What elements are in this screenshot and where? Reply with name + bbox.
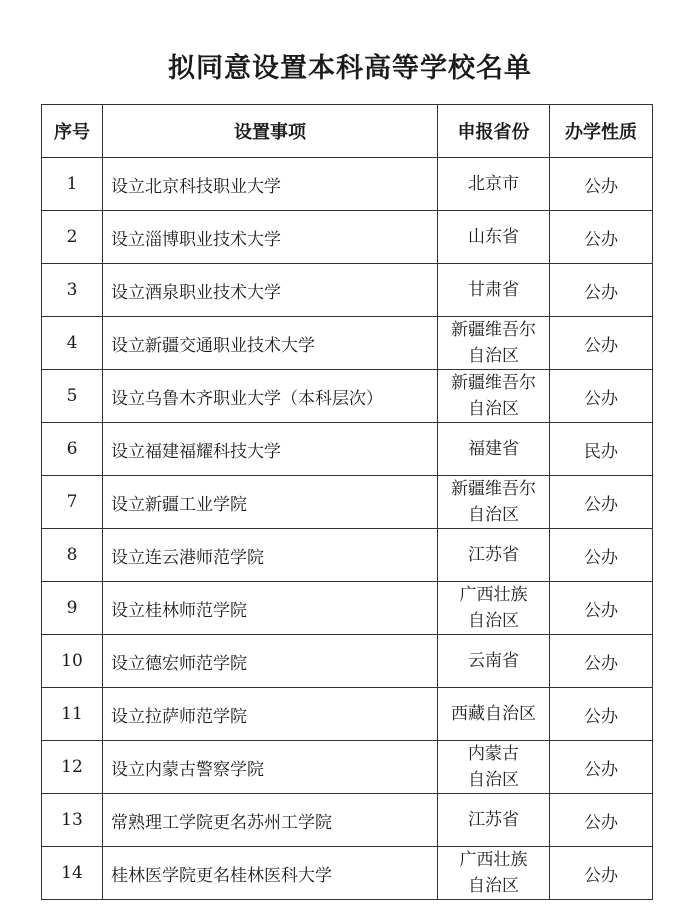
- row-school-type: 公办: [550, 794, 653, 847]
- province-line: 广西壮族: [459, 850, 528, 870]
- row-school-type: 公办: [550, 370, 653, 423]
- table-row: [42, 847, 653, 900]
- table-row: [42, 582, 653, 635]
- row-serial-number: 9: [42, 582, 103, 635]
- row-serial-number: 1: [42, 158, 103, 211]
- row-item: 设立新疆交通职业技术大学: [103, 317, 438, 370]
- row-province: [438, 158, 550, 211]
- row-serial-number: 4: [42, 317, 103, 370]
- row-item: 设立北京科技职业大学: [103, 158, 438, 211]
- province-line: 福建省: [468, 439, 519, 459]
- page-title: 拟同意设置本科高等学校名单: [168, 53, 532, 84]
- province-line: 甘肃省: [468, 280, 519, 300]
- province-line: 内蒙古: [468, 744, 519, 764]
- province-line: 北京市: [468, 174, 519, 194]
- header-serial-number: 序号: [42, 105, 103, 158]
- row-serial-number: 8: [42, 529, 103, 582]
- header-item: 设置事项: [103, 105, 438, 158]
- province-line: 西藏自治区: [451, 704, 536, 724]
- row-school-type: 公办: [550, 847, 653, 900]
- row-serial-number: 10: [42, 635, 103, 688]
- row-province: [438, 582, 550, 635]
- row-province: [438, 370, 550, 423]
- row-province: [438, 529, 550, 582]
- table-row: [42, 529, 653, 582]
- row-item: 设立内蒙古警察学院: [103, 741, 438, 794]
- row-serial-number: 2: [42, 211, 103, 264]
- row-province: [438, 317, 550, 370]
- row-item: 设立乌鲁木齐职业大学（本科层次）: [103, 370, 438, 423]
- table-row: [42, 264, 653, 317]
- table-row: [42, 158, 653, 211]
- province-line: 自治区: [468, 611, 519, 631]
- province-line: 自治区: [468, 876, 519, 896]
- row-province: [438, 211, 550, 264]
- row-province: [438, 847, 550, 900]
- row-item: 设立德宏师范学院: [103, 635, 438, 688]
- row-province: [438, 688, 550, 741]
- province-line: 江苏省: [468, 545, 519, 565]
- table-row: [42, 211, 653, 264]
- row-item: 设立拉萨师范学院: [103, 688, 438, 741]
- row-school-type: 公办: [550, 688, 653, 741]
- table-row: [42, 370, 653, 423]
- row-item: 设立桂林师范学院: [103, 582, 438, 635]
- table-header-row: [42, 105, 653, 158]
- row-serial-number: 11: [42, 688, 103, 741]
- province-line: 云南省: [468, 651, 519, 671]
- table-row: [42, 423, 653, 476]
- row-serial-number: 7: [42, 476, 103, 529]
- province-line: 江苏省: [468, 810, 519, 830]
- row-serial-number: 13: [42, 794, 103, 847]
- row-serial-number: 14: [42, 847, 103, 900]
- table-row: [42, 476, 653, 529]
- province-line: 新疆维吾尔: [451, 373, 536, 393]
- table-row: [42, 688, 653, 741]
- row-school-type: 公办: [550, 582, 653, 635]
- province-line: 自治区: [468, 770, 519, 790]
- row-item: 设立连云港师范学院: [103, 529, 438, 582]
- row-item: 设立淄博职业技术大学: [103, 211, 438, 264]
- row-item: 桂林医学院更名桂林医科大学: [103, 847, 438, 900]
- province-line: 新疆维吾尔: [451, 479, 536, 499]
- province-line: 广西壮族: [459, 585, 528, 605]
- row-school-type: 公办: [550, 741, 653, 794]
- row-province: [438, 423, 550, 476]
- row-province: [438, 794, 550, 847]
- row-item: 设立福建福耀科技大学: [103, 423, 438, 476]
- row-school-type: 民办: [550, 423, 653, 476]
- row-serial-number: 5: [42, 370, 103, 423]
- row-school-type: 公办: [550, 635, 653, 688]
- row-school-type: 公办: [550, 476, 653, 529]
- header-province: 申报省份: [438, 105, 550, 158]
- row-province: [438, 264, 550, 317]
- row-item: 设立新疆工业学院: [103, 476, 438, 529]
- row-school-type: 公办: [550, 211, 653, 264]
- row-school-type: 公办: [550, 529, 653, 582]
- row-province: [438, 635, 550, 688]
- row-school-type: 公办: [550, 158, 653, 211]
- province-line: 自治区: [468, 505, 519, 525]
- province-line: 自治区: [468, 399, 519, 419]
- table-row: [42, 794, 653, 847]
- header-school-type: 办学性质: [550, 105, 653, 158]
- row-school-type: 公办: [550, 317, 653, 370]
- table-row: [42, 741, 653, 794]
- table-row: [42, 635, 653, 688]
- row-province: [438, 741, 550, 794]
- school-list-table: [41, 104, 653, 900]
- row-school-type: 公办: [550, 264, 653, 317]
- row-serial-number: 6: [42, 423, 103, 476]
- province-line: 山东省: [468, 227, 519, 247]
- row-item: 设立酒泉职业技术大学: [103, 264, 438, 317]
- province-line: 自治区: [468, 346, 519, 366]
- row-item: 常熟理工学院更名苏州工学院: [103, 794, 438, 847]
- province-line: 新疆维吾尔: [451, 320, 536, 340]
- row-province: [438, 476, 550, 529]
- row-serial-number: 12: [42, 741, 103, 794]
- table-row: [42, 317, 653, 370]
- row-serial-number: 3: [42, 264, 103, 317]
